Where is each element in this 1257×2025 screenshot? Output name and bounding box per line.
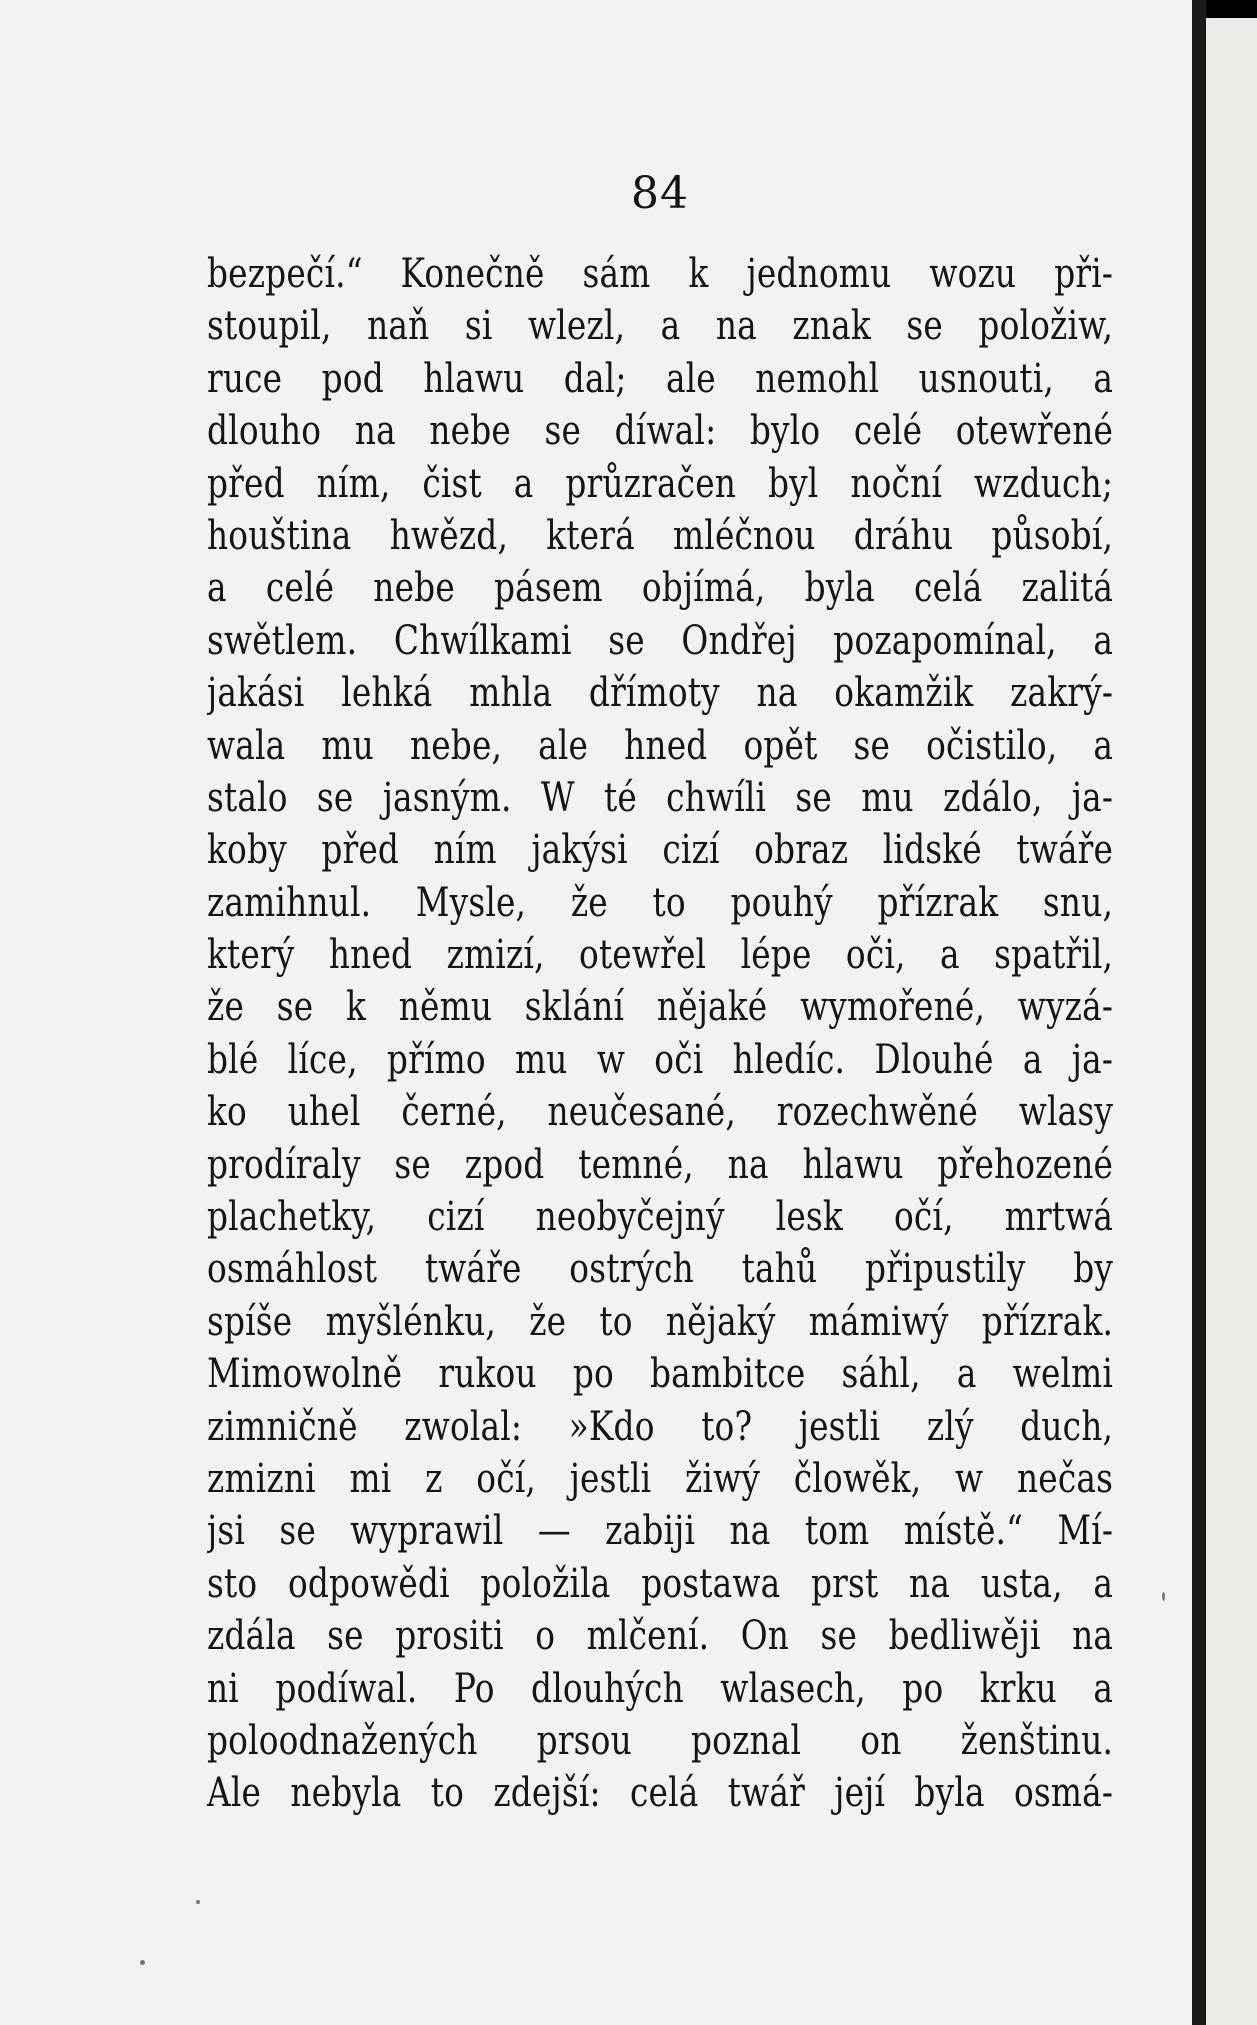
text-line: Mimowolně rukou po bambitce sáhl, a welmi [207,1351,1114,1398]
text-line: spíše myšlénku, že to nějaký mámiwý přízrak. [207,1298,1114,1345]
text-line: zdála se prositi o mlčení. On se bedliwěji na [207,1613,1114,1660]
text-line: ruce pod hlawu dal; ale nemohl usnouti, a [207,355,1114,402]
text-line: poloodnažených prsou poznal on ženštinu. [207,1717,1114,1764]
text-line: zamihnul. Mysle, že to pouhý přízrak snu, [207,879,1114,926]
text-line: plachetky, cizí neobyčejný lesk očí, mrtwá [207,1194,1114,1241]
text-line: dlouho na nebe se díwal: bylo celé otewřené [207,408,1114,455]
text-line: koby před ním jakýsi cizí obraz lidské twáře [207,827,1114,874]
page-edge-shadow [1192,0,1206,2025]
text-line: zmizni mi z očí, jestli žiwý člowěk, w nečas [207,1455,1114,1502]
text-line: sto odpowědi položila postawa prst na usta, a [207,1560,1114,1607]
paper-speck [140,1960,145,1965]
paper-speck [196,1900,200,1904]
text-line: swětlem. Chwílkami se Ondřej pozapomínal, a [207,617,1114,664]
text-line: wala mu nebe, ale hned opět se očistilo, a [207,722,1114,769]
text-line: stalo se jasným. W té chwíli se mu zdálo, ja- [207,774,1114,821]
text-line: jsi se wyprawil — zabiji na tom místě.“ Mí- [207,1508,1114,1555]
text-line: Ale nebyla to zdejší: celá twář její byla osmá- [207,1770,1114,1817]
text-line: blé líce, přímo mu w oči hledíc. Dlouhé a ja- [207,1036,1114,1083]
text-line: že se k němu sklání nějaké wymořené, wyzá- [207,984,1114,1031]
text-line: bezpečí.“ Konečně sám k jednomu wozu při- [207,251,1114,297]
page-number: 84 [631,168,689,219]
text-line: který hned zmizí, otewřel lépe oči, a spatřil, [207,932,1114,979]
text-line: ko uhel černé, neučesané, rozechwěné wlasy [207,1089,1114,1136]
text-line: houština hwězd, která mléčnou dráhu působí, [207,512,1114,559]
text-line: prodíraly se zpod temné, na hlawu přehozené [207,1141,1114,1188]
text-line: zimničně zwolal: »Kdo to? jestli zlý duch, [207,1403,1114,1450]
text-line: stoupil, naň si wlezl, a na znak se položiw, [207,303,1114,350]
text-line: ni podíwal. Po dlouhých wlasech, po krku a [207,1665,1114,1712]
text-line: a celé nebe pásem objímá, byla celá zalitá [207,565,1114,612]
text-line: před ním, čist a průzračen byl noční wzduch; [207,460,1114,507]
adjacent-page-edge [1206,18,1257,2025]
text-line: osmáhlost twáře ostrých tahů připustily by [207,1246,1114,1293]
text-line: jakási lehká mhla dřímoty na okamžik zakrý- [207,670,1114,717]
paper-speck [1162,1592,1165,1601]
page-text [207,248,1113,1820]
